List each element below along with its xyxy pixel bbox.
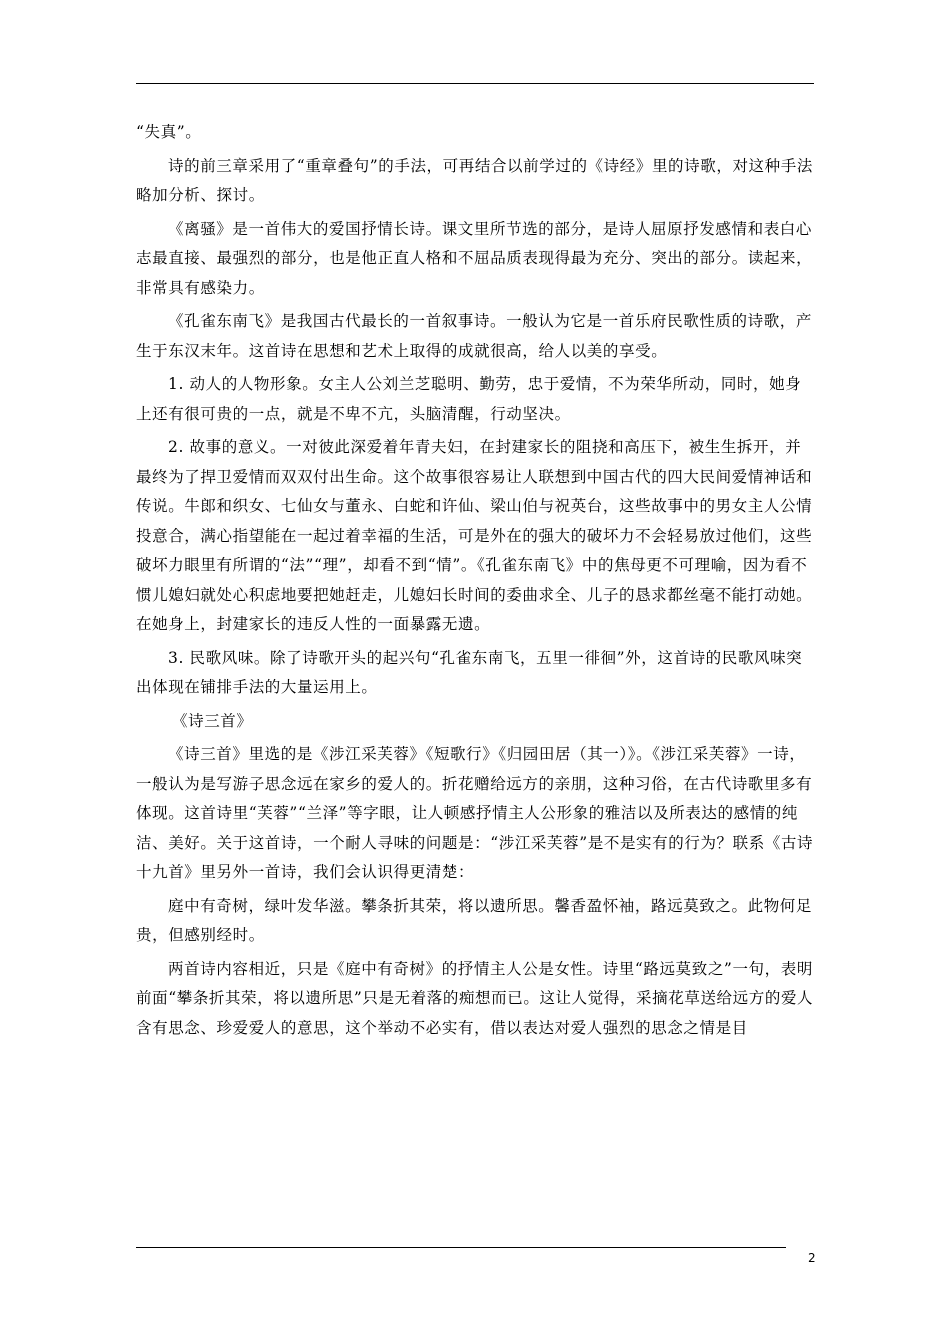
document-body xyxy=(136,118,816,1047)
footer-rule xyxy=(136,1247,786,1248)
paragraph: 《孔雀东南飞》是我国古代最长的一首叙事诗。一般认为它是一首乐府民歌性质的诗歌，产生于东汉末年。这首诗在思想和艺术上取得的成就很高，给人以美的享受。 xyxy=(136,312,813,360)
list-item: 2. 故事的意义。一对彼此深爱着年青夫妇，在封建家长的阻挠和高压下，被生生拆开，并最终为了捍卫爱情而双双付出生命。这个故事很容易让人联想到中国古代的四大民间爱情神话和传说。牛郎和织女、七仙女与董永、白蛇和许仙、梁山伯与祝英台，这些故事中的男女主人公情投意合，满心指望能在一起过着幸福的生活，可是外在的强大的破坏力不会轻易放过他们，这些破坏力眼里有所谓的“法”“理”，却看不到“情”。《孔雀东南飞》中的焦母更不可理喻，因为看不惯儿媳妇就处心积虑地要把她赶走，儿媳妇长时间的委曲求全、儿子的恳求都丝毫不能打动她。在她身上，封建家长的违反人性的一面暴露无遗。 xyxy=(136,438,813,633)
paragraph: “失真”。 xyxy=(136,123,202,141)
list-item: 1. 动人的人物形象。女主人公刘兰芝聪明、勤劳，忠于爱情，不为荣华所动，同时，她身上还有很可贵的一点，就是不卑不亢，头脑清醒，行动坚决。 xyxy=(136,375,802,423)
paragraph: 《离骚》是一首伟大的爱国抒情长诗。课文里所节选的部分，是诗人屈原抒发感情和表白心志最直接、最强烈的部分，也是他正直人格和不屈品质表现得最为充分、突出的部分。读起来，非常具有感染力。 xyxy=(136,219,813,297)
header-rule xyxy=(136,83,814,84)
list-item: 3. 民歌风味。除了诗歌开头的起兴句“孔雀东南飞，五里一徘徊”外，这首诗的民歌风味突出体现在铺排手法的大量运用上。 xyxy=(136,648,803,696)
poem-quote: 庭中有奇树，绿叶发华滋。攀条折其荣，将以遗所思。馨香盈怀袖，路远莫致之。此物何足贵，但感别经时。 xyxy=(136,896,813,944)
section-title: 《诗三首》 xyxy=(172,711,253,730)
page-number: 2 xyxy=(808,1251,816,1265)
paragraph: 《诗三首》里选的是《涉江采芙蓉》《短歌行》《归园田居（其一）》。《涉江采芙蓉》一诗，一般认为是写游子思念远在家乡的爱人的。折花赠给远方的亲朋，这种习俗，在古代诗歌里多有体现。这首诗里“芙蓉”“兰泽”等字眼，让人顿感抒情主人公形象的雅洁以及所表达的感情的纯洁、美好。关于这首诗，一个耐人寻味的问题是：“涉江采芙蓉”是不是实有的行为？联系《古诗十九首》里另外一首诗，我们会认识得更清楚： xyxy=(136,745,814,881)
paragraph: 两首诗内容相近，只是《庭中有奇树》的抒情主人公是女性。诗里“路远莫致之”一句，表明前面“攀条折其荣，将以遗所思”只是无着落的痴想而已。这让人觉得，采摘花草送给远方的爱人含有思念、珍爱爱人的意思，这个举动不必实有，借以表达对爱人强烈的思念之情是目 xyxy=(136,959,814,1037)
paragraph: 诗的前三章采用了“重章叠句”的手法，可再结合以前学过的《诗经》里的诗歌，对这种手法略加分析、探讨。 xyxy=(136,156,813,204)
